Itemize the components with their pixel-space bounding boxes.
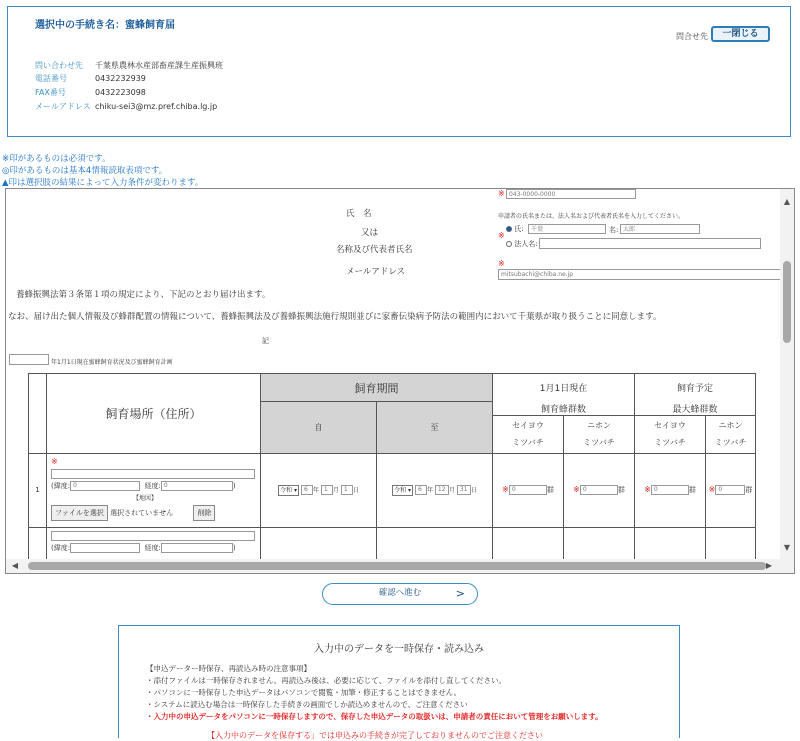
- period-from-cell: 令和 ▾ 6 年 1 月 1 日: [261, 453, 377, 527]
- latitude-input[interactable]: [70, 543, 140, 553]
- row-number: 1: [29, 453, 47, 527]
- table-row: [29, 453, 756, 527]
- name-help-text: 申請者の氏名または、法人名および代表者氏名を入力してください。: [498, 213, 685, 220]
- inquiry-label: 問合せ先: [676, 32, 708, 41]
- location-cell: ※ (緯度: 0 経度: 0 ) 【地図】 ファイルを選択 選択されていません 削除: [47, 453, 261, 527]
- plan-japanese-input[interactable]: 0: [715, 485, 745, 495]
- temp-save-title: 入力中のデータを一時保存・読み込み: [314, 644, 484, 655]
- application-form-frame[interactable]: [5, 188, 795, 574]
- current-header-sub: 飼育蜂群数: [493, 402, 635, 416]
- phone-input[interactable]: 043-0000-0000: [506, 189, 636, 199]
- file-select-button[interactable]: ファイルを選択: [51, 505, 108, 521]
- temp-save-panel: [118, 625, 680, 738]
- row-number-header: [29, 374, 47, 454]
- month-to-input[interactable]: 12: [435, 485, 449, 495]
- plan-western-header: セイヨウ ミツバチ: [635, 415, 706, 453]
- name-label: 氏 名: [346, 209, 372, 219]
- given-name-input[interactable]: 太郎: [620, 224, 700, 234]
- notice-conditional: ▲印は選択肢の結果によって入力条件が変わります。: [2, 178, 204, 188]
- plan-header-sub: 最大蜂群数: [635, 402, 756, 416]
- vertical-scrollbar[interactable]: [780, 189, 794, 561]
- scroll-down-icon[interactable]: ▼: [783, 543, 791, 552]
- plan-japanese-header: ニホン ミツバチ: [706, 415, 756, 453]
- plan-japanese-cell: ※ 0 群: [706, 453, 756, 527]
- year-input[interactable]: [9, 354, 49, 365]
- plan-western-cell: ※ 0 群: [635, 453, 706, 527]
- location-cell: (緯度: 経度: ): [47, 527, 261, 567]
- contact-row-department: 問い合わせ先 千葉県農林水産部畜産課生産振興班: [35, 61, 223, 70]
- temp-save-note: ・パソコンに一時保存した申込データはパソコンで閲覧・加筆・修正することはできません。: [146, 688, 462, 697]
- declaration-text: 養蜂振興法第３条第１項の規定により、下記のとおり届け出ます。: [16, 290, 271, 300]
- scroll-right-icon[interactable]: ▶: [765, 561, 773, 570]
- current-japanese-header: ニホン ミツバチ: [564, 415, 635, 453]
- required-mark: ※: [498, 231, 505, 240]
- confirm-button[interactable]: 確認へ進む >: [322, 583, 478, 605]
- corporation-name-input[interactable]: [539, 238, 761, 249]
- current-western-cell: ※ 0 群: [493, 453, 564, 527]
- surname-input[interactable]: 千葉: [528, 224, 606, 234]
- temp-save-note: 【申込データー時保存、再読込み時の注意事項】: [146, 664, 311, 673]
- period-to-cell: 令和 ▾ 6 年 12 月 31 日: [377, 453, 493, 527]
- corporation-option[interactable]: 法人名:: [506, 239, 538, 249]
- notice-basic-info: ◎印があるものは基本4情報読取表項です。: [2, 166, 168, 176]
- period-header: 飼育期間: [261, 374, 493, 402]
- vertical-scroll-thumb[interactable]: [783, 261, 791, 343]
- address-input[interactable]: [51, 469, 255, 479]
- temp-save-note: ・システムに読込む場合は一時保存した手続きの画面でしか読込めませんので、ご注意ください: [146, 700, 468, 709]
- map-label: 【地図】: [133, 494, 158, 502]
- month-from-input[interactable]: 1: [321, 485, 333, 495]
- given-name-label: 名:: [609, 226, 619, 234]
- consent-text: なお、届け出た個人情報及び蜂群配置の情報について、養蜂振興法及び養蜂振興法施行規則並びに家畜伝染病予防法の範囲内において千葉県が取り扱うことに同意します。: [8, 312, 662, 322]
- location-header: 飼育場所（住所）: [47, 374, 261, 454]
- year-from-input[interactable]: 6: [301, 485, 313, 495]
- individual-option[interactable]: 氏:: [506, 224, 524, 234]
- procedure-info-panel: [7, 6, 791, 137]
- current-header: 1月1日現在: [493, 374, 635, 402]
- latitude-input[interactable]: 0: [70, 481, 140, 491]
- file-delete-button[interactable]: 削除: [193, 505, 215, 521]
- required-mark: ※: [498, 259, 505, 268]
- required-mark: ※: [498, 189, 505, 198]
- horizontal-scroll-thumb[interactable]: [28, 562, 766, 570]
- year-to-input[interactable]: 6: [415, 485, 427, 495]
- email-label: メールアドレス: [346, 267, 406, 277]
- name-label-corp: 名称及び代表者氏名: [336, 245, 413, 255]
- procedure-title: 選択中の手続き名：蜜蜂飼育届: [35, 20, 175, 31]
- temp-save-warning: ・入力中の申込データをパソコンに一時保存しますので、保存した申込データの取扱いは、申請者の責任において管理をお願いします。: [146, 712, 603, 721]
- file-status: 選択されていません: [110, 508, 174, 517]
- corporation-radio[interactable]: [506, 241, 512, 247]
- era-to-select[interactable]: 令和 ▾: [394, 486, 412, 494]
- day-to-input[interactable]: 31: [457, 485, 471, 495]
- close-button[interactable]: 一閉じる: [711, 26, 770, 42]
- email-input[interactable]: mitsubachi@chiba.ne.jp: [498, 269, 782, 280]
- era-from-select[interactable]: 令和 ▾: [280, 486, 298, 494]
- plan-western-input[interactable]: 0: [651, 485, 689, 495]
- current-japanese-input[interactable]: 0: [580, 485, 618, 495]
- notice-required: ※印があるものは必須です。: [2, 154, 111, 164]
- current-western-header: セイヨウ ミツバチ: [493, 415, 564, 453]
- apiary-table: [28, 373, 756, 568]
- year-caption: 年1月1日現在蜜蜂飼育状況及び蜜蜂飼育計画: [51, 359, 173, 366]
- contact-row-phone: 電話番号 0432232939: [35, 74, 146, 83]
- temp-save-caution: 【入力中のデータを保存する」では申込みの手続きが完了しておりませんのでご注意ください: [207, 731, 543, 740]
- horizontal-scrollbar[interactable]: [6, 559, 795, 573]
- contact-row-fax: FAX番号 0432223098: [35, 88, 146, 97]
- contact-row-email: メールアドレス chiku-sei3@mz.pref.chiba.lg.jp: [35, 102, 218, 111]
- current-japanese-cell: ※ 0 群: [564, 453, 635, 527]
- individual-radio[interactable]: [506, 226, 512, 232]
- plan-header: 飼育予定: [635, 374, 756, 402]
- chevron-right-icon: >: [455, 587, 465, 600]
- temp-save-note: ・添付ファイルは一時保存されません。再読込み後は、必要に応じて、ファイルを添付し直してください。: [146, 676, 506, 685]
- address-input[interactable]: [51, 531, 255, 541]
- name-label-or: 又は: [361, 228, 379, 238]
- longitude-input[interactable]: 0: [161, 481, 233, 491]
- day-from-input[interactable]: 1: [341, 485, 353, 495]
- to-header: 至: [377, 402, 493, 454]
- longitude-input[interactable]: [161, 543, 233, 553]
- scroll-up-icon[interactable]: ▲: [783, 197, 791, 206]
- ki-label: 記: [262, 337, 269, 345]
- required-mark: ※: [51, 456, 58, 466]
- current-western-input[interactable]: 0: [509, 485, 547, 495]
- scroll-left-icon[interactable]: ◀: [11, 561, 19, 570]
- from-header: 自: [261, 402, 377, 454]
